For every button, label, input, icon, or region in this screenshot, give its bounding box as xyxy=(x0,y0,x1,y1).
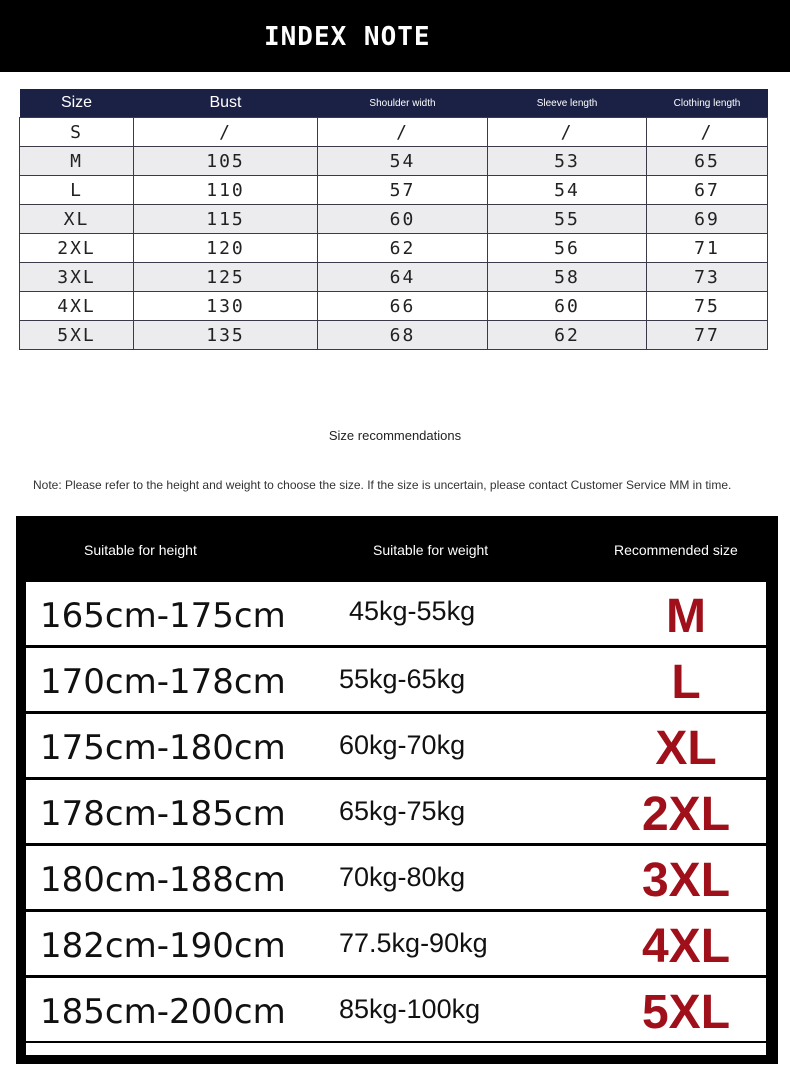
page-title: INDEX NOTE xyxy=(264,22,431,52)
weight-range: 45kg-55kg xyxy=(349,596,476,626)
length-cell: 71 xyxy=(647,234,768,263)
size-cell: 5XL xyxy=(20,321,134,350)
header-suitable-weight: Suitable for weight xyxy=(373,542,489,558)
sleeve-cell: 54 xyxy=(488,176,647,205)
recommendation-row xyxy=(26,582,766,645)
table-row xyxy=(20,321,768,350)
size-cell: 2XL xyxy=(20,234,134,263)
table-header-row xyxy=(20,89,768,118)
length-cell: / xyxy=(647,118,768,147)
size-cell: M xyxy=(20,147,134,176)
length-cell: 67 xyxy=(647,176,768,205)
column-header-sleeve-length: Sleeve length xyxy=(488,89,647,118)
size-measurement-table xyxy=(19,89,768,350)
height-range: 185cm-200cm xyxy=(40,992,286,1032)
recommended-size: 3XL xyxy=(641,854,731,907)
bust-cell: 115 xyxy=(134,205,318,234)
weight-range: 65kg-75kg xyxy=(339,796,466,826)
length-cell: 77 xyxy=(647,321,768,350)
shoulder-cell: 68 xyxy=(318,321,488,350)
recommended-size: 4XL xyxy=(641,920,731,973)
bust-cell: 110 xyxy=(134,176,318,205)
size-cell: L xyxy=(20,176,134,205)
length-cell: 69 xyxy=(647,205,768,234)
table-row xyxy=(20,176,768,205)
bust-cell: 130 xyxy=(134,292,318,321)
bust-cell: / xyxy=(134,118,318,147)
recommendation-row xyxy=(26,846,766,909)
length-cell: 73 xyxy=(647,263,768,292)
recommendation-row xyxy=(26,714,766,777)
table-row xyxy=(20,234,768,263)
recommendation-row xyxy=(26,780,766,843)
size-note: Note: Please refer to the height and weight to choose the size. If the size is uncertain, please contact Customer Service MM in time. xyxy=(33,478,732,492)
recommended-size: 5XL xyxy=(641,986,731,1039)
header-recommended-size: Recommended size xyxy=(614,542,738,558)
height-range: 178cm-185cm xyxy=(40,794,286,834)
sleeve-cell: 60 xyxy=(488,292,647,321)
sleeve-cell: 53 xyxy=(488,147,647,176)
bust-cell: 135 xyxy=(134,321,318,350)
sleeve-cell: / xyxy=(488,118,647,147)
index-note-banner xyxy=(0,0,790,72)
table-row xyxy=(20,205,768,234)
bust-cell: 105 xyxy=(134,147,318,176)
sleeve-cell: 62 xyxy=(488,321,647,350)
height-range: 182cm-190cm xyxy=(40,926,286,966)
size-cell: XL xyxy=(20,205,134,234)
recommended-size: XL xyxy=(655,722,717,775)
height-range: 175cm-180cm xyxy=(40,728,286,768)
table-row xyxy=(20,147,768,176)
weight-range: 55kg-65kg xyxy=(339,664,466,694)
height-range: 170cm-178cm xyxy=(40,662,286,702)
size-recommendations-title: Size recommendations xyxy=(328,428,462,443)
weight-range: 70kg-80kg xyxy=(339,862,466,892)
weight-range: 85kg-100kg xyxy=(339,994,481,1024)
weight-range: 60kg-70kg xyxy=(339,730,466,760)
height-range: 180cm-188cm xyxy=(40,860,286,900)
bust-cell: 120 xyxy=(134,234,318,263)
column-header-shoulder-width: Shoulder width xyxy=(318,89,488,118)
length-cell: 75 xyxy=(647,292,768,321)
column-header-size: Size xyxy=(20,89,134,118)
sleeve-cell: 56 xyxy=(488,234,647,263)
table-row xyxy=(20,118,768,147)
recommendation-row xyxy=(26,648,766,711)
size-cell: S xyxy=(20,118,134,147)
recommendation-bottom-strip xyxy=(26,1043,766,1055)
sleeve-cell: 58 xyxy=(488,263,647,292)
size-cell: 4XL xyxy=(20,292,134,321)
shoulder-cell: 54 xyxy=(318,147,488,176)
shoulder-cell: 66 xyxy=(318,292,488,321)
recommended-size: 2XL xyxy=(641,788,731,841)
recommendation-row xyxy=(26,978,766,1041)
recommendation-row xyxy=(26,912,766,975)
shoulder-cell: / xyxy=(318,118,488,147)
shoulder-cell: 60 xyxy=(318,205,488,234)
recommendation-panel xyxy=(16,516,778,1064)
recommended-size: L xyxy=(671,656,701,709)
table-row xyxy=(20,263,768,292)
length-cell: 65 xyxy=(647,147,768,176)
table-row xyxy=(20,292,768,321)
column-header-bust: Bust xyxy=(134,89,318,118)
weight-range: 77.5kg-90kg xyxy=(339,928,488,958)
sleeve-cell: 55 xyxy=(488,205,647,234)
recommended-size: M xyxy=(666,590,706,643)
header-suitable-height: Suitable for height xyxy=(84,542,197,558)
shoulder-cell: 62 xyxy=(318,234,488,263)
height-range: 165cm-175cm xyxy=(40,596,286,636)
shoulder-cell: 57 xyxy=(318,176,488,205)
shoulder-cell: 64 xyxy=(318,263,488,292)
size-cell: 3XL xyxy=(20,263,134,292)
bust-cell: 125 xyxy=(134,263,318,292)
column-header-clothing-length: Clothing length xyxy=(647,89,768,118)
